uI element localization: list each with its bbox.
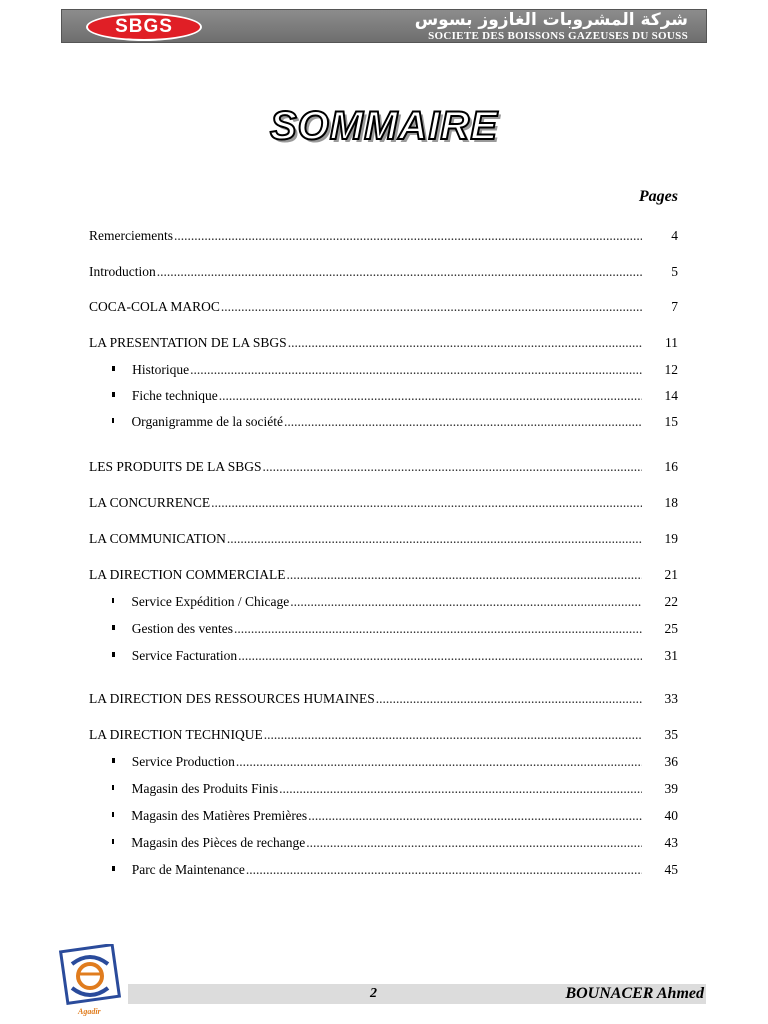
school-logo-icon (58, 944, 122, 1016)
toc-entry-presentation-sbgs: LA PRESENTATION DE LA SBGS ..... 11 (89, 335, 678, 353)
bullet-icon (112, 758, 115, 763)
toc-subentry-fiche-technique: Fiche technique ..... 14 (112, 388, 678, 406)
toc-subentry-magasin-pieces-rechange: Magasin des Pièces de rechange ..... 43 (112, 835, 678, 853)
toc-entry-concurrence: LA CONCURRENCE ..... 18 (89, 495, 678, 513)
bullet-icon (112, 418, 114, 423)
bullet-icon (112, 625, 115, 630)
pages-column-label: Pages (638, 188, 678, 205)
toc-entry-remerciements: Remerciements ..... 4 (89, 228, 678, 246)
sbgs-logo-text: SBGS (115, 16, 173, 37)
toc-entry-ressources-humaines: LA DIRECTION DES RESSOURCES HUMAINES ..... 33 (89, 691, 678, 709)
toc-entry-direction-technique: LA DIRECTION TECHNIQUE ..... 35 (89, 727, 678, 745)
toc-subentry-parc-maintenance: Parc de Maintenance ..... 45 (112, 862, 678, 880)
toc-subentry-historique: Historique ..... 12 (112, 362, 678, 380)
bullet-icon (112, 392, 115, 397)
french-company-name: SOCIETE DES BOISSONS GAZEUSES DU SOUSS (428, 30, 688, 42)
toc-entry-introduction: Introduction ..... 5 (89, 264, 678, 282)
bullet-icon (112, 598, 114, 603)
toc-subentry-gestion-ventes: Gestion des ventes ..... 25 (112, 621, 678, 639)
bullet-icon (112, 652, 115, 657)
toc-subentry-service-facturation: Service Facturation ..... 31 (112, 648, 678, 666)
toc-entry-direction-commerciale: LA DIRECTION COMMERCIALE ..... 21 (89, 567, 678, 585)
toc-subentry-magasin-matieres-premieres: Magasin des Matières Premières ..... 40 (112, 808, 678, 826)
page-title: SOMMAIRE (270, 104, 498, 148)
arabic-company-name: شركة المشروبات الغازوز بسوس (414, 10, 688, 30)
toc-entry-produits-sbgs: LES PRODUITS DE LA SBGS ..... 16 (89, 459, 678, 477)
footer-page-number: 2 (370, 986, 377, 1001)
footer-author: BOUNACER Ahmed (565, 985, 704, 1002)
bullet-icon (112, 812, 114, 817)
bullet-icon (112, 366, 115, 371)
bullet-icon (112, 839, 114, 844)
bullet-icon (112, 785, 114, 790)
toc-subentry-organigramme: Organigramme de la société ..... 15 (112, 414, 678, 432)
toc-subentry-service-production: Service Production ..... 36 (112, 754, 678, 772)
toc-subentry-magasin-produits-finis: Magasin des Produits Finis ..... 39 (112, 781, 678, 799)
school-logo-caption: Agadir (78, 1007, 101, 1016)
toc-subentry-service-expedition: Service Expédition / Chicage ..... 22 (112, 594, 678, 612)
toc-entry-coca-cola-maroc: COCA-COLA MAROC ..... 7 (89, 299, 678, 317)
bullet-icon (112, 866, 115, 871)
toc-entry-communication: LA COMMUNICATION ..... 19 (89, 531, 678, 549)
